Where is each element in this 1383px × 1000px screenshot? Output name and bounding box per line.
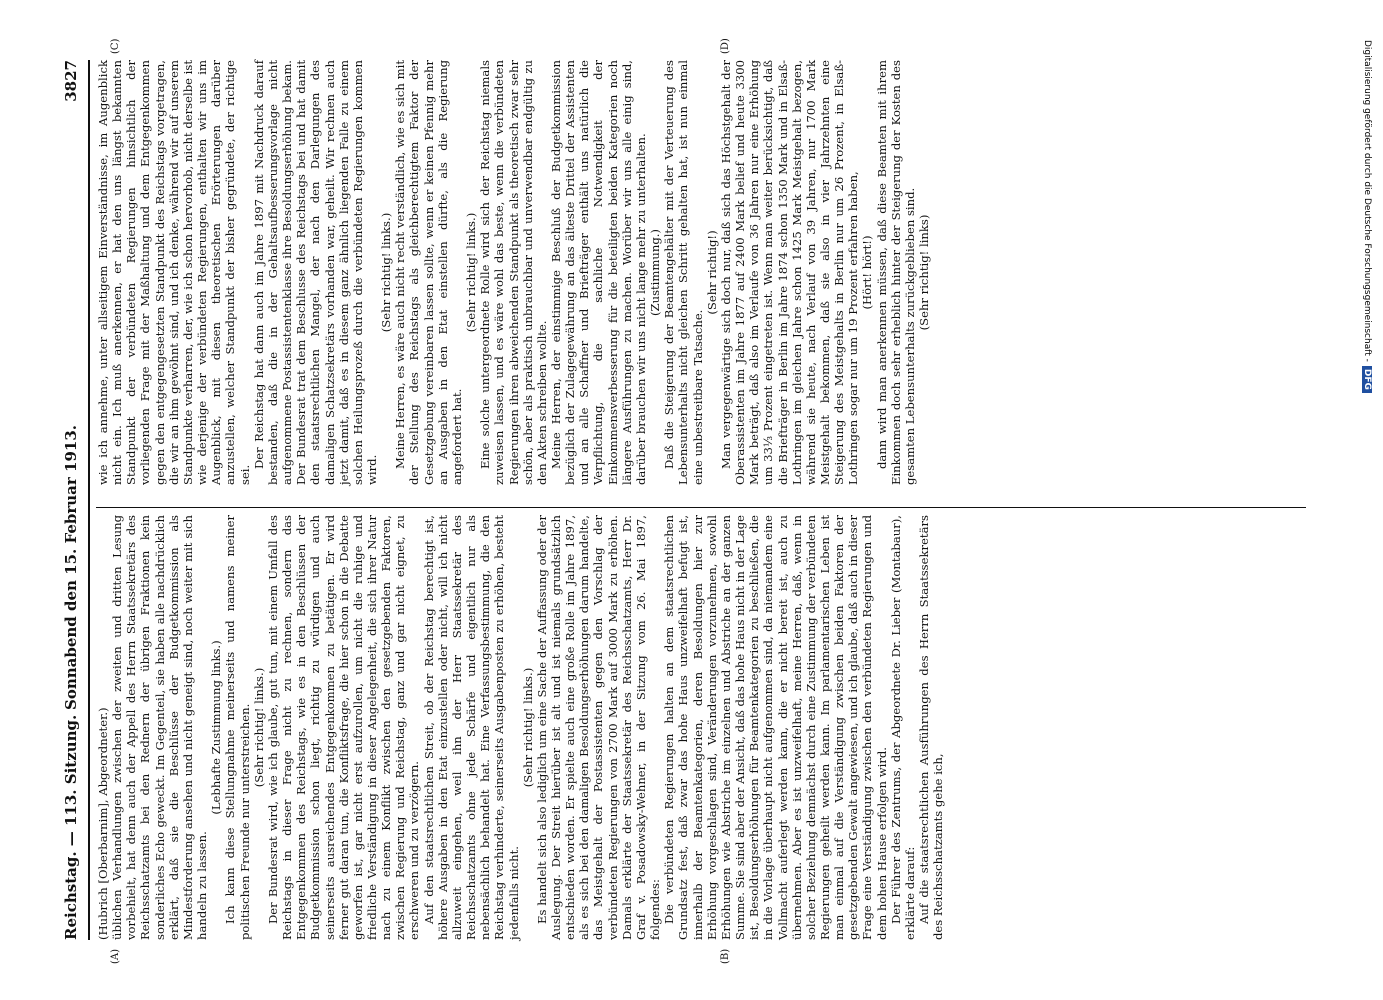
page-header	[62, 60, 86, 940]
page-number: 3827	[62, 60, 80, 102]
paragraph: Man vergegenwärtige sich doch nur, daß sich das Höchstgehalt der Oberassistenten im Jahre 1877 auf 2400 Mark belief und heute 3300 Mark beträgt, daß also im Verlaufe von 36 Jahren nur eine Erhöhung um 33⅓ Prozent eingetreten ist. Wenn man weiter berücksichtigt, daß die Briefträger in Berlin im Jahre 1874 schon 1350 Mark und in Elsaß-Lothringen im gleichen Jahre schon 1425 Mark Meistgehalt bezogen, während sie heute, nach Verlauf von 39 Jahren, nur 1700 Mark Meistgehalt bekommen, daß sie also in vier Jahrzehnten eine Steigerung des Meistgehalts in Berlin nur um 26 Prozent, in Elsaß-Lothringen sogar nur um 19 Prozent erfahren haben,	[718, 60, 861, 485]
paragraph: dann wird man anerkennen müssen, daß diese Beamten mit ihrem Einkommen doch sehr erheblich hinter der Steigerung der Kosten des gesamten Lebensunterhalts zurückgeblieben sind.	[874, 60, 917, 485]
credit-text: Digitalisierung gefördert durch die Deutsche Forschungsgemeinschaft -	[1362, 40, 1372, 362]
paragraph: Meine Herren, der einstimmige Beschluß der Budgetkommission bezüglich der Zulagegewährung an das älteste Drittel der Assistenten und an alle Schaffner und Briefträger enthält uns natürlich die Verpflichtung, die sachliche Notwendigkeit der Einkommensverbesserung für die beteiligten beiden Kategorien noch längere Ausführungen zu machen. Worüber wir uns alle einig sind, darüber brauchen wir uns nicht lange mehr zu unterhalten.	[549, 60, 648, 485]
interjection: (Sehr richtig! links.)	[379, 212, 394, 333]
interjection: (Lebhafte Zustimmung links.)	[209, 640, 224, 815]
paragraph: Der Bundesrat wird, wie ich glaube, gut tun, mit einem Umfall des Reichstags in dieser Frage nicht zu rechnen, sondern das Entgegenkommen des Reichstags, wie es in den Beschlüssen der Budgetkommission schon liegt, richtig zu würdigen und auch seinerseits ausreichendes Entgegenkommen zu betätigen. Er wird ferner gut daran tun, die Konfliktsfrage, die hier schon in die Debatte geworfen ist, gar nicht erst aufzurollen, um nicht die ruhige und friedliche Verständigung in dieser Angelegenheit, die sich ihrer Natur nach zu einem Konflikt zwischen den gesetzgebenden Faktoren, zwischen Regierung und Reichstag, ganz und gar nicht eignet, zu erschweren und zu verzögern.	[265, 515, 422, 940]
header-date: Sonnabend den 15. Februar 1913.	[62, 425, 80, 710]
interjection: (Sehr richtig! links)	[917, 214, 932, 331]
margin-marker-a: (A)	[110, 948, 121, 964]
paragraph: Daß die Steigerung der Beamtengehälter mit der Verteuerung des Lebensunterhalts nicht gleichen Schritt gehalten hat, ist nun einmal eine unbestreitbare Tatsache.	[662, 60, 705, 485]
paragraph: Ich kann diese Stellungnahme meinerseits und namens meiner politischen Freunde nur unterstreichen.	[223, 515, 252, 940]
paragraph: Eine solche untergeordnete Rolle wird sich der Reichstag niemals zuweisen lassen, und es wäre wohl das beste, wenn die verbündeten Regierungen ihren abweichenden Standpunkt als theoretisch zwar sehr schön, aber als praktisch unbrauchbar und unverwendbar endgültig zu den Akten schreiben wollte.	[478, 60, 549, 485]
quotation: Auf die staatsrechtlichen Ausführungen des Herrn Staatssekretärs des Reichsschatzamts gehe ich,	[917, 515, 946, 940]
paragraph: Es handelt sich also lediglich um eine Sache der Auffassung oder der Auslegung. Der Streit hierüber ist alt und ist niemals grundsätzlich entschieden worden. Er spielte auch eine große Rolle im Jahre 1897, als es sich bei den damaligen Besoldungserhöhungen darum handelte, das Meistgehalt der Postassistenten gegen den Vorschlag der verbündeten Regierungen von 2700 Mark auf 3000 Mark zu erhöhen. Damals erklärte der Staatssekretär des Reichsschatzamts, Herr Dr. Graf v. Posadowsky-Wehner, in der Sitzung vom 26. Mai 1897, folgendes:	[534, 515, 663, 940]
paragraph: Der Reichstag hat dann auch im Jahre 1897 mit Nachdruck darauf bestanden, daß die in der Gehaltsaufbesserungsvorlage nicht aufgenommene Postassistentenklasse ihre Besoldungserhöhung bekam. Der Bundesrat trat dem Beschlusse des Reichstags bei und hat damit den staatsrechtlichen Mangel, der nach den Darlegungen des damaligen Schatzsekretärs vorhanden war, geheilt. Wir rechnen auch jetzt damit, daß es in diesem ganz ähnlich liegenden Falle zu einem solchen Heilungsprozeß durch die verbündeten Regierungen kommen wird.	[251, 60, 379, 485]
quotation: Die verbündeten Regierungen halten an dem staatsrechtlichen Grundsatz fest, daß zwar das hohe Haus unzweifelhaft befugt ist, innerhalb der Beamtenkategorien, deren Besoldungen hier zur Erhöhung vorgeschlagen sind, Veränderungen vorzunehmen, sowohl Erhöhungen wie Abstriche im einzelnen und Abstriche an der ganzen Summe. Sie sind aber der Ansicht, daß das hohe Haus nicht in der Lage ist, Besoldungserhöhungen für Beamtenkategorien zu beschließen, die in die Vorlage überhaupt nicht aufgenommen sind, da niemandem eine Vollmacht auferlegt werden kann, die er nicht bereit ist, auch zu übernehmen. Aber es ist unzweifelhaft, meine Herren, daß, wenn in solcher Beziehung demnächst durch eine Zustimmung der verbündeten Regierungen geheilt werden kann. Im parlamentarischen Leben ist man einmal auf die Verständigung zwischen beiden Faktoren der gesetzgebenden Gewalt angewiesen, und ich glaube, daß auch in dieser Frage eine Verständigung zwischen den verbündeten Regierungen und dem hohen Hause erfolgen wird.	[662, 515, 889, 940]
paragraph: Der Führer des Zentrums, der Abgeordnete Dr. Lieber (Montabaur), erklärte darauf:	[888, 515, 917, 940]
interjection: (Sehr richtig! links.)	[251, 667, 266, 788]
dfg-credit	[1362, 40, 1372, 393]
margin-marker-b: (B)	[720, 948, 731, 964]
paragraph: üblichen Verhandlungen zwischen der zweiten und dritten Lesung vorbehielt, hat denn auch der Appell des Herrn Staatssekretärs des Reichsschatzamts bei den Rednern der übrigen Fraktionen kein sonderliches Echo geweckt. Im Gegenteil, sie haben alle nachdrücklich erklärt, daß sie die Beschlüsse der Budgetkommission als Mindestforderung ansehen und nicht geneigt sind, noch weiter mit sich handeln zu lassen.	[110, 515, 210, 940]
speaker-line: (Hubrich [Oberbarnim], Abgeordneter.)	[96, 707, 110, 940]
column-divider	[96, 507, 1306, 508]
header-left: Reichstag. — 113. Sitzung.	[62, 714, 80, 940]
dfg-logo: DFG	[1362, 366, 1372, 393]
interjection: (Sehr richtig!)	[704, 230, 719, 315]
margin-marker-c: (C)	[110, 38, 121, 54]
interjection: (Sehr richtig! links.)	[520, 667, 535, 788]
interjection: (Hört! hört!)	[860, 235, 875, 310]
margin-marker-d: (D)	[720, 38, 731, 54]
quotation: wie ich annehme, unter allseitigem Einverständnisse, im Augenblick nicht ein. Ich muß anerkennen, er hat den uns längst bekannten Standpunkt der verbündeten Regierungen hinsichtlich der vorliegenden Frage mit der Maßhaltung und dem Entgegenkommen gegen den entgegengesetzten Standpunkt des Reichstags vorgetragen, die wir an ihm gewöhnt sind, und ich denke, während wir auf unserem Standpunkte verharren, der, wie ich schon hervorhob, nicht derselbe ist wie derjenige der verbündeten Regierungen, enthalten wir uns im Augenblick, mit diesen theoretischen Erörterungen darüber anzustellen, welcher Standpunkt der bisher gegründete, der richtige sei.	[96, 60, 252, 485]
paragraph: Auf den staatsrechtlichen Streit, ob der Reichstag berechtigt ist, höhere Ausgaben in den Etat einzustellen oder nicht, will ich nicht allzuweit eingehen, weil ihn der Herr Staatssekretär des Reichsschatzamts ohne jede Schärfe und eigentlich nur als nebensächlich behandelt hat. Eine Verfassungsbestimmung, die den Reichstag verhinderte, seinerseits Ausgabenposten zu erhöhen, besteht jedenfalls nicht.	[421, 515, 521, 940]
interjection: (Zustimmung.)	[648, 229, 663, 316]
text-column-right	[96, 60, 931, 485]
header-rule	[88, 60, 90, 940]
text-column-left	[96, 515, 945, 940]
interjection: (Sehr richtig! links.)	[464, 212, 479, 333]
paragraph: Meine Herren, es wäre auch nicht recht verständlich, wie es sich mit der Stellung des Reichstags als gleichberechtigtem Faktor der Gesetzgebung vereinbaren lassen sollte, wenn er keinen Pfennig mehr an Ausgaben in den Etat einstellen dürfte, als die Regierung angefordert hat.	[393, 60, 464, 485]
